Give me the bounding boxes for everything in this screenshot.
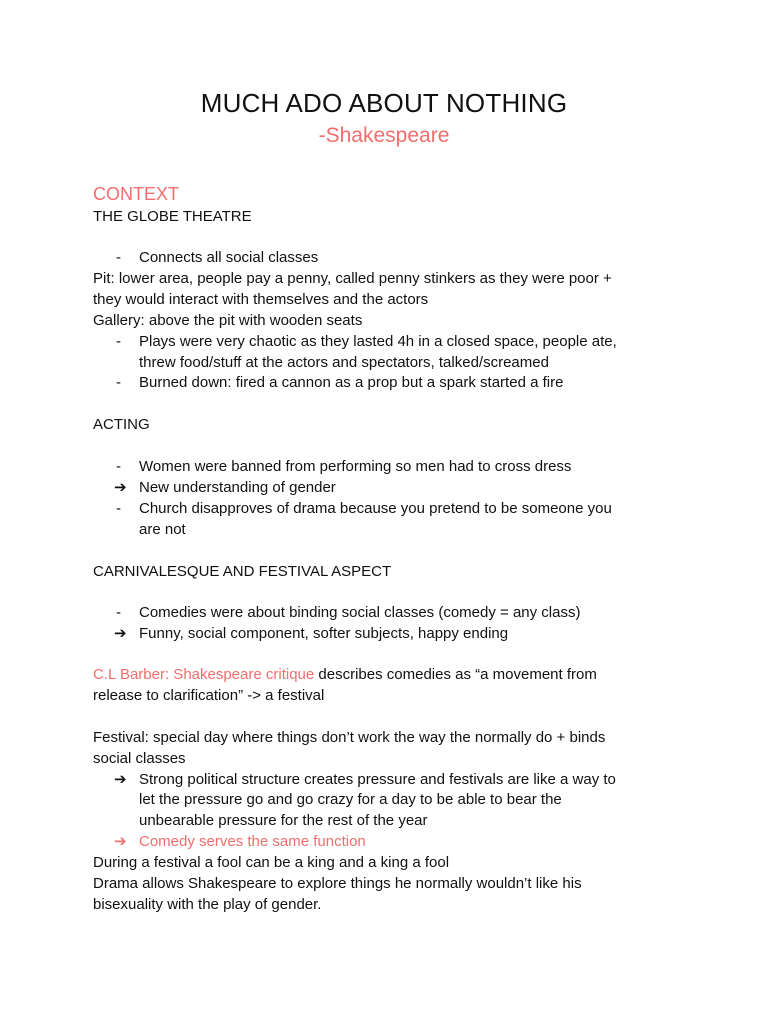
festival-line-2: social classes — [93, 750, 186, 767]
barber-description: describes comedies as “a movement from — [314, 666, 597, 683]
arrow-icon: ➔ — [114, 479, 127, 496]
arrow-icon: ➔ — [114, 833, 127, 850]
barber-line-2: release to clarification” -> a festival — [93, 687, 325, 704]
dash-bullet: - — [116, 374, 121, 391]
barber-reference: C.L Barber: Shakespeare critique — [93, 666, 315, 683]
carnival-arrow-2-line-1: Strong political structure creates pressure and festivals are like a way to — [139, 771, 616, 788]
dash-bullet: - — [116, 249, 121, 266]
globe-bullet-1: Connects all social classes — [139, 249, 319, 266]
pit-line-1: Pit: lower area, people pay a penny, called penny stinkers as they were poor + — [93, 270, 612, 287]
globe-bullet-3: Burned down: fired a cannon as a prop but a spark started a fire — [139, 374, 564, 391]
carnival-bullet-1: Comedies were about binding social classes (comedy = any class) — [139, 604, 581, 621]
drama-line-1: Drama allows Shakespeare to explore things he normally wouldn’t like his — [93, 875, 582, 892]
drama-line-2: bisexuality with the play of gender. — [93, 896, 322, 913]
arrow-icon: ➔ — [114, 771, 127, 788]
carnival-arrow-2-line-2: let the pressure go and go crazy for a day to be able to bear the — [139, 791, 562, 808]
carnival-heading: CARNIVALESQUE AND FESTIVAL ASPECT — [93, 563, 392, 580]
acting-bullet-1: Women were banned from performing so men had to cross dress — [139, 458, 572, 475]
context-heading: CONTEXT — [93, 184, 180, 204]
acting-heading: ACTING — [93, 416, 150, 433]
pit-line-2: they would interact with themselves and the actors — [93, 291, 429, 308]
arrow-icon: ➔ — [114, 625, 127, 642]
gallery-line: Gallery: above the pit with wooden seats — [93, 312, 363, 329]
dash-bullet: - — [116, 500, 121, 517]
festival-line-1: Festival: special day where things don’t work the way the normally do + binds — [93, 729, 606, 746]
document-subtitle: -Shakespeare — [318, 124, 450, 147]
globe-heading: THE GLOBE THEATRE — [93, 208, 252, 225]
acting-arrow-1: New understanding of gender — [139, 479, 336, 496]
acting-bullet-2-line-1: Church disapproves of drama because you pretend to be someone you — [139, 500, 612, 517]
carnival-arrow-2-line-3: unbearable pressure for the rest of the year — [139, 812, 428, 829]
fool-line: During a festival a fool can be a king and a king a fool — [93, 854, 450, 871]
barber-line-1 — [93, 665, 597, 685]
dash-bullet: - — [116, 458, 121, 475]
acting-bullet-2-line-2: are not — [139, 521, 186, 538]
carnival-arrow-1: Funny, social component, softer subjects, happy ending — [139, 625, 509, 642]
dash-bullet: - — [116, 333, 121, 350]
globe-bullet-2-line-1: Plays were very chaotic as they lasted 4h in a closed space, people ate, — [139, 333, 617, 350]
document-title: MUCH ADO ABOUT NOTHING — [200, 88, 568, 118]
globe-bullet-2-line-2: threw food/stuff at the actors and spectators, talked/screamed — [139, 354, 549, 371]
dash-bullet: - — [116, 604, 121, 621]
carnival-arrow-3: Comedy serves the same function — [139, 833, 366, 850]
